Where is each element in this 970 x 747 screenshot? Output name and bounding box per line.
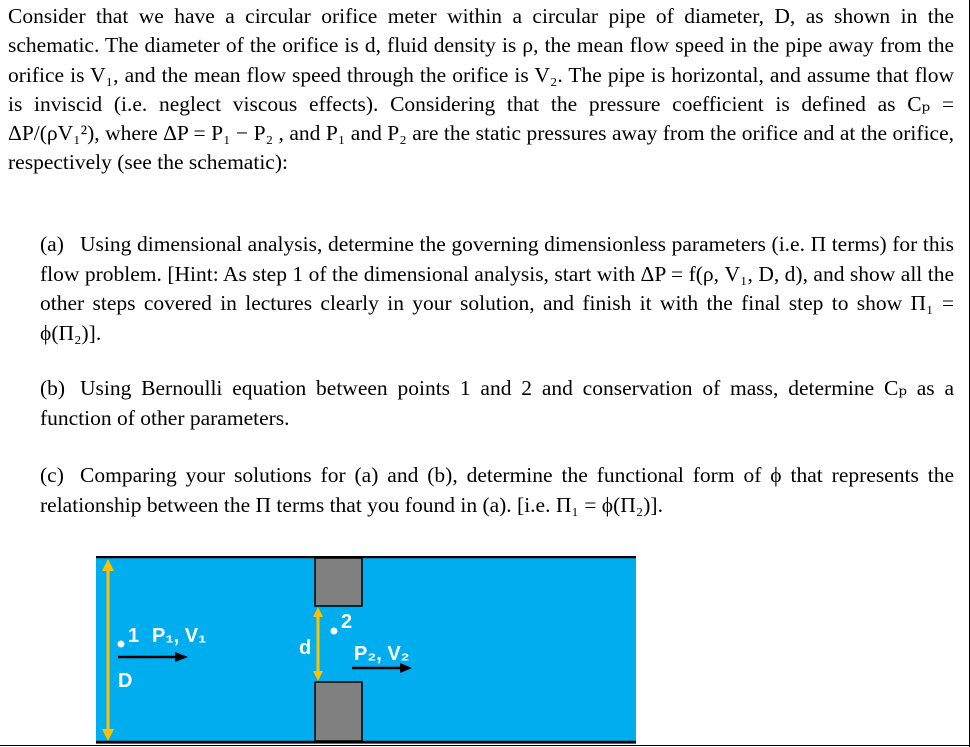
question-text: Comparing your solutions for (a) and (b), determine the functional form of ϕ that represents the relationship between the Π terms that you found in (a). [i.e. Π₁ = ϕ(Π₂)]. — [40, 463, 954, 517]
intro-line2: ΔP = P₁ − P₂ , and P₁ and P₂ are the static pressures away from the orifice and at the orifice, respectively (see the schematic): — [8, 121, 955, 175]
question-label: (c) — [40, 463, 64, 487]
bottom-border — [0, 745, 969, 746]
question-label: (a) — [40, 232, 64, 256]
pipe-diameter-label: D — [118, 670, 133, 692]
point-1-label: 1 — [128, 625, 140, 647]
point-2-variables: P₂, V₂ — [354, 643, 410, 665]
orifice-meter-schematic — [96, 556, 636, 744]
intro-text: Consider that we have a circular orifice meter within a circular pipe of diameter, D, as shown in the schematic. The diameter of the orifice is d, fluid density is ρ, the mean flow speed in the pipe away from the orifice is V₁, and the mean flow speed through the orifice is V₂. The pipe is horizontal, and assume that flow is inviscid (i.e. neglect viscous effects). Considering that the pressure coefficient is defined as Cₚ = ΔP/(ρV₁²), where — [8, 4, 954, 146]
question-label: (b) — [40, 376, 66, 400]
question-b — [40, 374, 954, 433]
point-2-label: 2 — [341, 611, 353, 633]
orifice-plate-bottom — [315, 682, 362, 741]
question-text: Using dimensional analysis, determine the governing dimensionless parameters (i.e. Π terms) for this flow problem. [Hint: As step 1 of the dimensional analysis, start with ΔP = f(ρ, V₁, D, d), and show all the other steps covered in lectures clearly in your solution, and finish it with the final step to show Π₁ = ϕ(Π₂)]. — [40, 232, 954, 345]
point-1-variables: P₁, V₁ — [152, 625, 207, 647]
point-1-marker — [118, 641, 125, 648]
problem-intro — [8, 2, 954, 178]
question-a — [40, 230, 954, 348]
point-2-marker — [331, 628, 338, 635]
orifice-plate-top — [315, 558, 362, 606]
question-text: Using Bernoulli equation between points 1 and 2 and conservation of mass, determine Cₚ as a function of other parameters. — [40, 376, 954, 430]
question-c — [40, 461, 954, 520]
orifice-diameter-label: d — [299, 637, 312, 659]
